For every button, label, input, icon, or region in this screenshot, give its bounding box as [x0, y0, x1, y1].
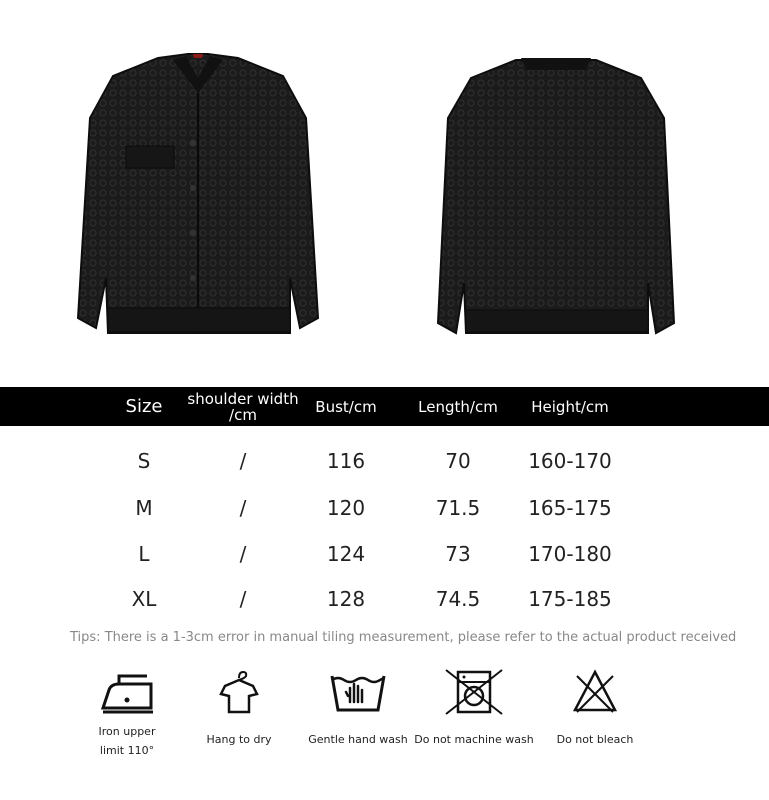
care-item-iron [86, 668, 168, 778]
care-label-line2: limit 110° [99, 744, 155, 757]
hanger-icon [219, 668, 259, 716]
cell-length: 70 [445, 449, 471, 473]
product-photos [0, 0, 769, 380]
cell-shoulder: / [239, 587, 247, 611]
no-machine-wash-icon [444, 668, 504, 716]
cell-size: M [135, 496, 153, 520]
cell-height: 170-180 [528, 542, 612, 566]
header-size: Size [125, 396, 163, 417]
cell-shoulder: / [239, 496, 247, 520]
care-label: Hang to dry [206, 733, 272, 746]
cell-height: 160-170 [528, 449, 612, 473]
header-bust: Bust/cm [315, 397, 377, 416]
cell-height: 165-175 [528, 496, 612, 520]
care-item-hang [196, 668, 282, 778]
cell-length: 71.5 [435, 496, 481, 520]
table-row [0, 493, 769, 523]
care-item-no-bleach [552, 668, 638, 778]
iron-icon [97, 668, 157, 716]
cell-size: L [138, 542, 150, 566]
header-shoulder-line2: /cm [229, 405, 257, 424]
cell-size: S [137, 449, 151, 473]
size-table-header [0, 387, 769, 426]
cell-bust: 116 [326, 449, 366, 473]
cell-length: 74.5 [435, 587, 481, 611]
table-row [0, 584, 769, 614]
cell-shoulder: / [239, 542, 247, 566]
header-shoulder-line1: shoulder width [187, 389, 299, 408]
care-label: Gentle hand wash [308, 733, 408, 746]
table-row [0, 539, 769, 569]
measurement-tip: Tips: There is a 1-3cm error in manual tiling measurement, please refer to the actual product received [70, 630, 737, 645]
header-shoulder [184, 387, 302, 426]
header-length: Length/cm [418, 397, 498, 416]
care-label-line1: Iron upper [98, 725, 156, 738]
no-bleach-icon [571, 668, 619, 716]
hand-wash-icon [330, 668, 386, 716]
cell-bust: 128 [326, 587, 366, 611]
table-row [0, 446, 769, 476]
cell-size: XL [131, 587, 157, 611]
jacket-back-image [426, 48, 686, 340]
jacket-front-image [68, 48, 328, 340]
header-height: Height/cm [531, 397, 609, 416]
care-label [86, 722, 168, 760]
care-label: Do not bleach [556, 733, 634, 746]
cell-shoulder: / [239, 449, 247, 473]
cell-bust: 124 [326, 542, 366, 566]
cell-bust: 120 [326, 496, 366, 520]
care-label: Do not machine wash [414, 733, 534, 746]
care-item-hand-wash [306, 668, 410, 778]
cell-height: 175-185 [528, 587, 612, 611]
cell-length: 73 [445, 542, 471, 566]
care-item-no-machine-wash [414, 668, 534, 778]
